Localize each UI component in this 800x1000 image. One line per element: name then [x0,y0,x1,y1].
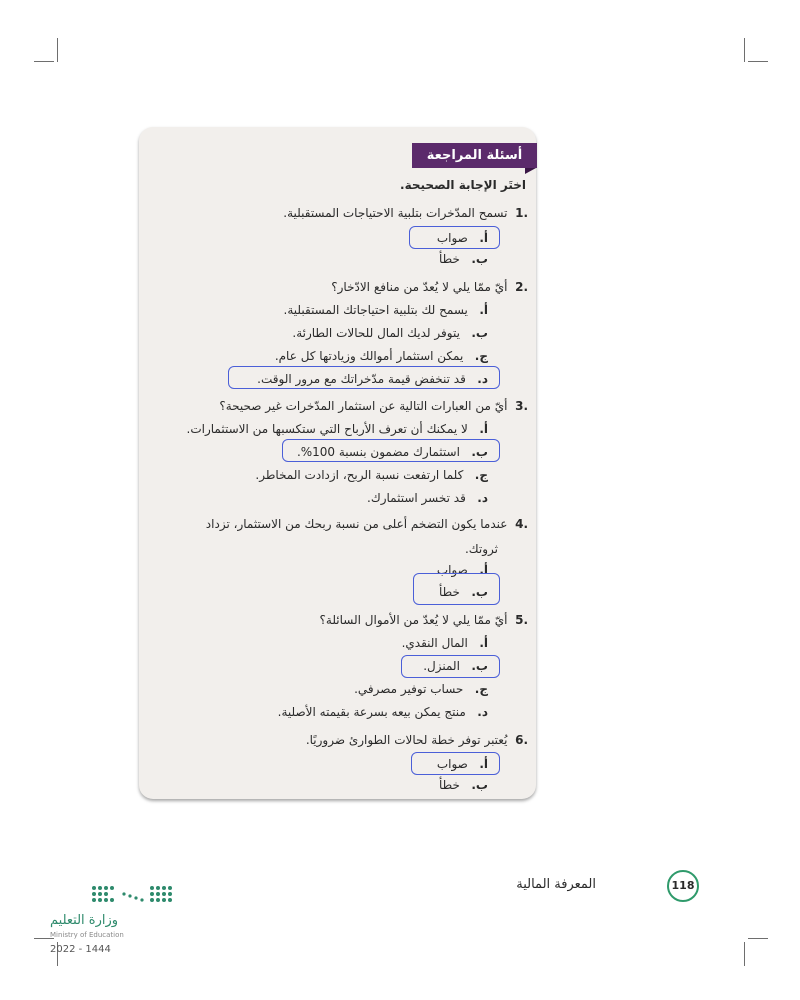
option-text: صواب [436,563,468,577]
question-6 [306,733,528,747]
question-text: يُعتبر توفر خطة لحالات الطوارئ ضروريًا. [305,733,508,747]
option-letter: أ. [479,636,488,650]
option-letter: أ. [479,422,488,436]
crop-mark [744,38,745,62]
question-number: .2 [515,280,528,294]
answer-highlight [413,573,500,605]
option-letter: د. [477,705,488,719]
crop-mark [57,38,58,62]
ministry-dots-icon [90,884,180,910]
option[interactable] [439,252,488,266]
answer-highlight [228,366,500,389]
question-4 [206,517,528,531]
option-text: يسمح لك بتلبية احتياجاتك المستقبلية. [283,303,468,317]
option-text: قد تخسر استثمارك. [367,491,466,505]
option[interactable] [187,422,488,436]
option-letter: ب. [471,326,488,340]
question-number: .6 [515,733,528,747]
option[interactable] [255,468,488,482]
question-text: عندما يكون التضخم أعلى من نسبة ربحك من الاستثمار، تزداد [205,517,508,531]
option-text: يتوفر لديك المال للحالات الطارئة. [292,326,460,340]
section-title: أسئلة المراجعة [412,143,537,168]
instruction: اختَر الإجابة الصحيحة. [400,178,526,192]
edition-year: 2022 - 1444 [50,944,111,955]
option-letter: أ. [479,563,488,577]
option-text: صواب [436,757,468,771]
question-text: أيّ من العبارات التالية عن استثمار المدّخرات غير صحيحة؟ [219,399,508,413]
question-number: .3 [515,399,528,413]
option[interactable] [439,778,488,792]
option-text: خطأ [439,585,460,599]
question-text: أيّ ممّا يلي لا يُعدّ من منافع الادّخار؟ [331,280,508,294]
option-text: خطأ [439,252,460,266]
question-2 [331,280,528,294]
option[interactable] [284,303,488,317]
question-1 [283,206,528,220]
answer-highlight [401,655,500,678]
book-title: المعرفة المالية [516,877,596,892]
option[interactable] [354,682,488,696]
tab-notch [525,168,536,174]
option-text: حساب توفير مصرفي. [354,682,464,696]
option-letter: ب. [471,659,488,673]
option-letter: ج. [474,682,488,696]
option-text: المال النقدي. [401,636,468,650]
option-text: استثمارك مضمون بنسبة 100%. [296,445,460,459]
option-letter: ب. [471,252,488,266]
option[interactable] [275,349,488,363]
option-letter: ب. [471,445,488,459]
option-letter: د. [477,372,488,386]
option-letter: د. [477,491,488,505]
option[interactable] [367,491,488,505]
answer-highlight [411,752,500,775]
question-number: .4 [515,517,528,531]
question-4-continued: ثروتك. [464,542,498,556]
option-letter: أ. [479,303,488,317]
option-text: صواب [436,231,468,245]
option[interactable] [278,705,488,719]
question-number: .5 [515,613,528,627]
question-text: أيّ ممّا يلي لا يُعدّ من الأموال السائلة؟ [319,613,508,627]
option-letter: ج. [474,468,488,482]
option-text: لا يمكنك أن تعرف الأرباح التي ستكسبها من الاستثمارات. [186,422,468,436]
option-letter: ب. [471,778,488,792]
option-letter: أ. [479,231,488,245]
option-letter: أ. [479,757,488,771]
option-letter: ب. [471,585,488,599]
option-text: كلما ارتفعت نسبة الربح، ازدادت المخاطر. [255,468,464,482]
question-5 [320,613,528,627]
crop-mark [748,938,768,939]
ministry-name-ar: وزارة التعليم [50,913,119,928]
option-text: منتج يمكن بيعه بسرعة بقيمته الأصلية. [277,705,466,719]
page-number: 118 [667,870,699,902]
option-text: خطأ [439,778,460,792]
question-3 [219,399,528,413]
answer-highlight [409,226,500,249]
option[interactable] [402,636,488,650]
answer-highlight [282,439,500,462]
question-number: .1 [515,206,528,220]
option-letter: ج. [474,349,488,363]
question-text: تسمح المدّخرات بتلبية الاحتياجات المستقبلية. [283,206,508,220]
crop-mark [748,61,768,62]
option[interactable] [292,326,488,340]
crop-mark [744,942,745,966]
ministry-name-en: Ministry of Education [50,931,124,939]
option-text: قد تنخفض قيمة مدّخراتك مع مرور الوقت. [257,372,466,386]
crop-mark [34,61,54,62]
option-text: المنزل. [423,659,460,673]
ministry-logo [50,878,180,963]
option-text: يمكن استثمار أموالك وزيادتها كل عام. [274,349,464,363]
